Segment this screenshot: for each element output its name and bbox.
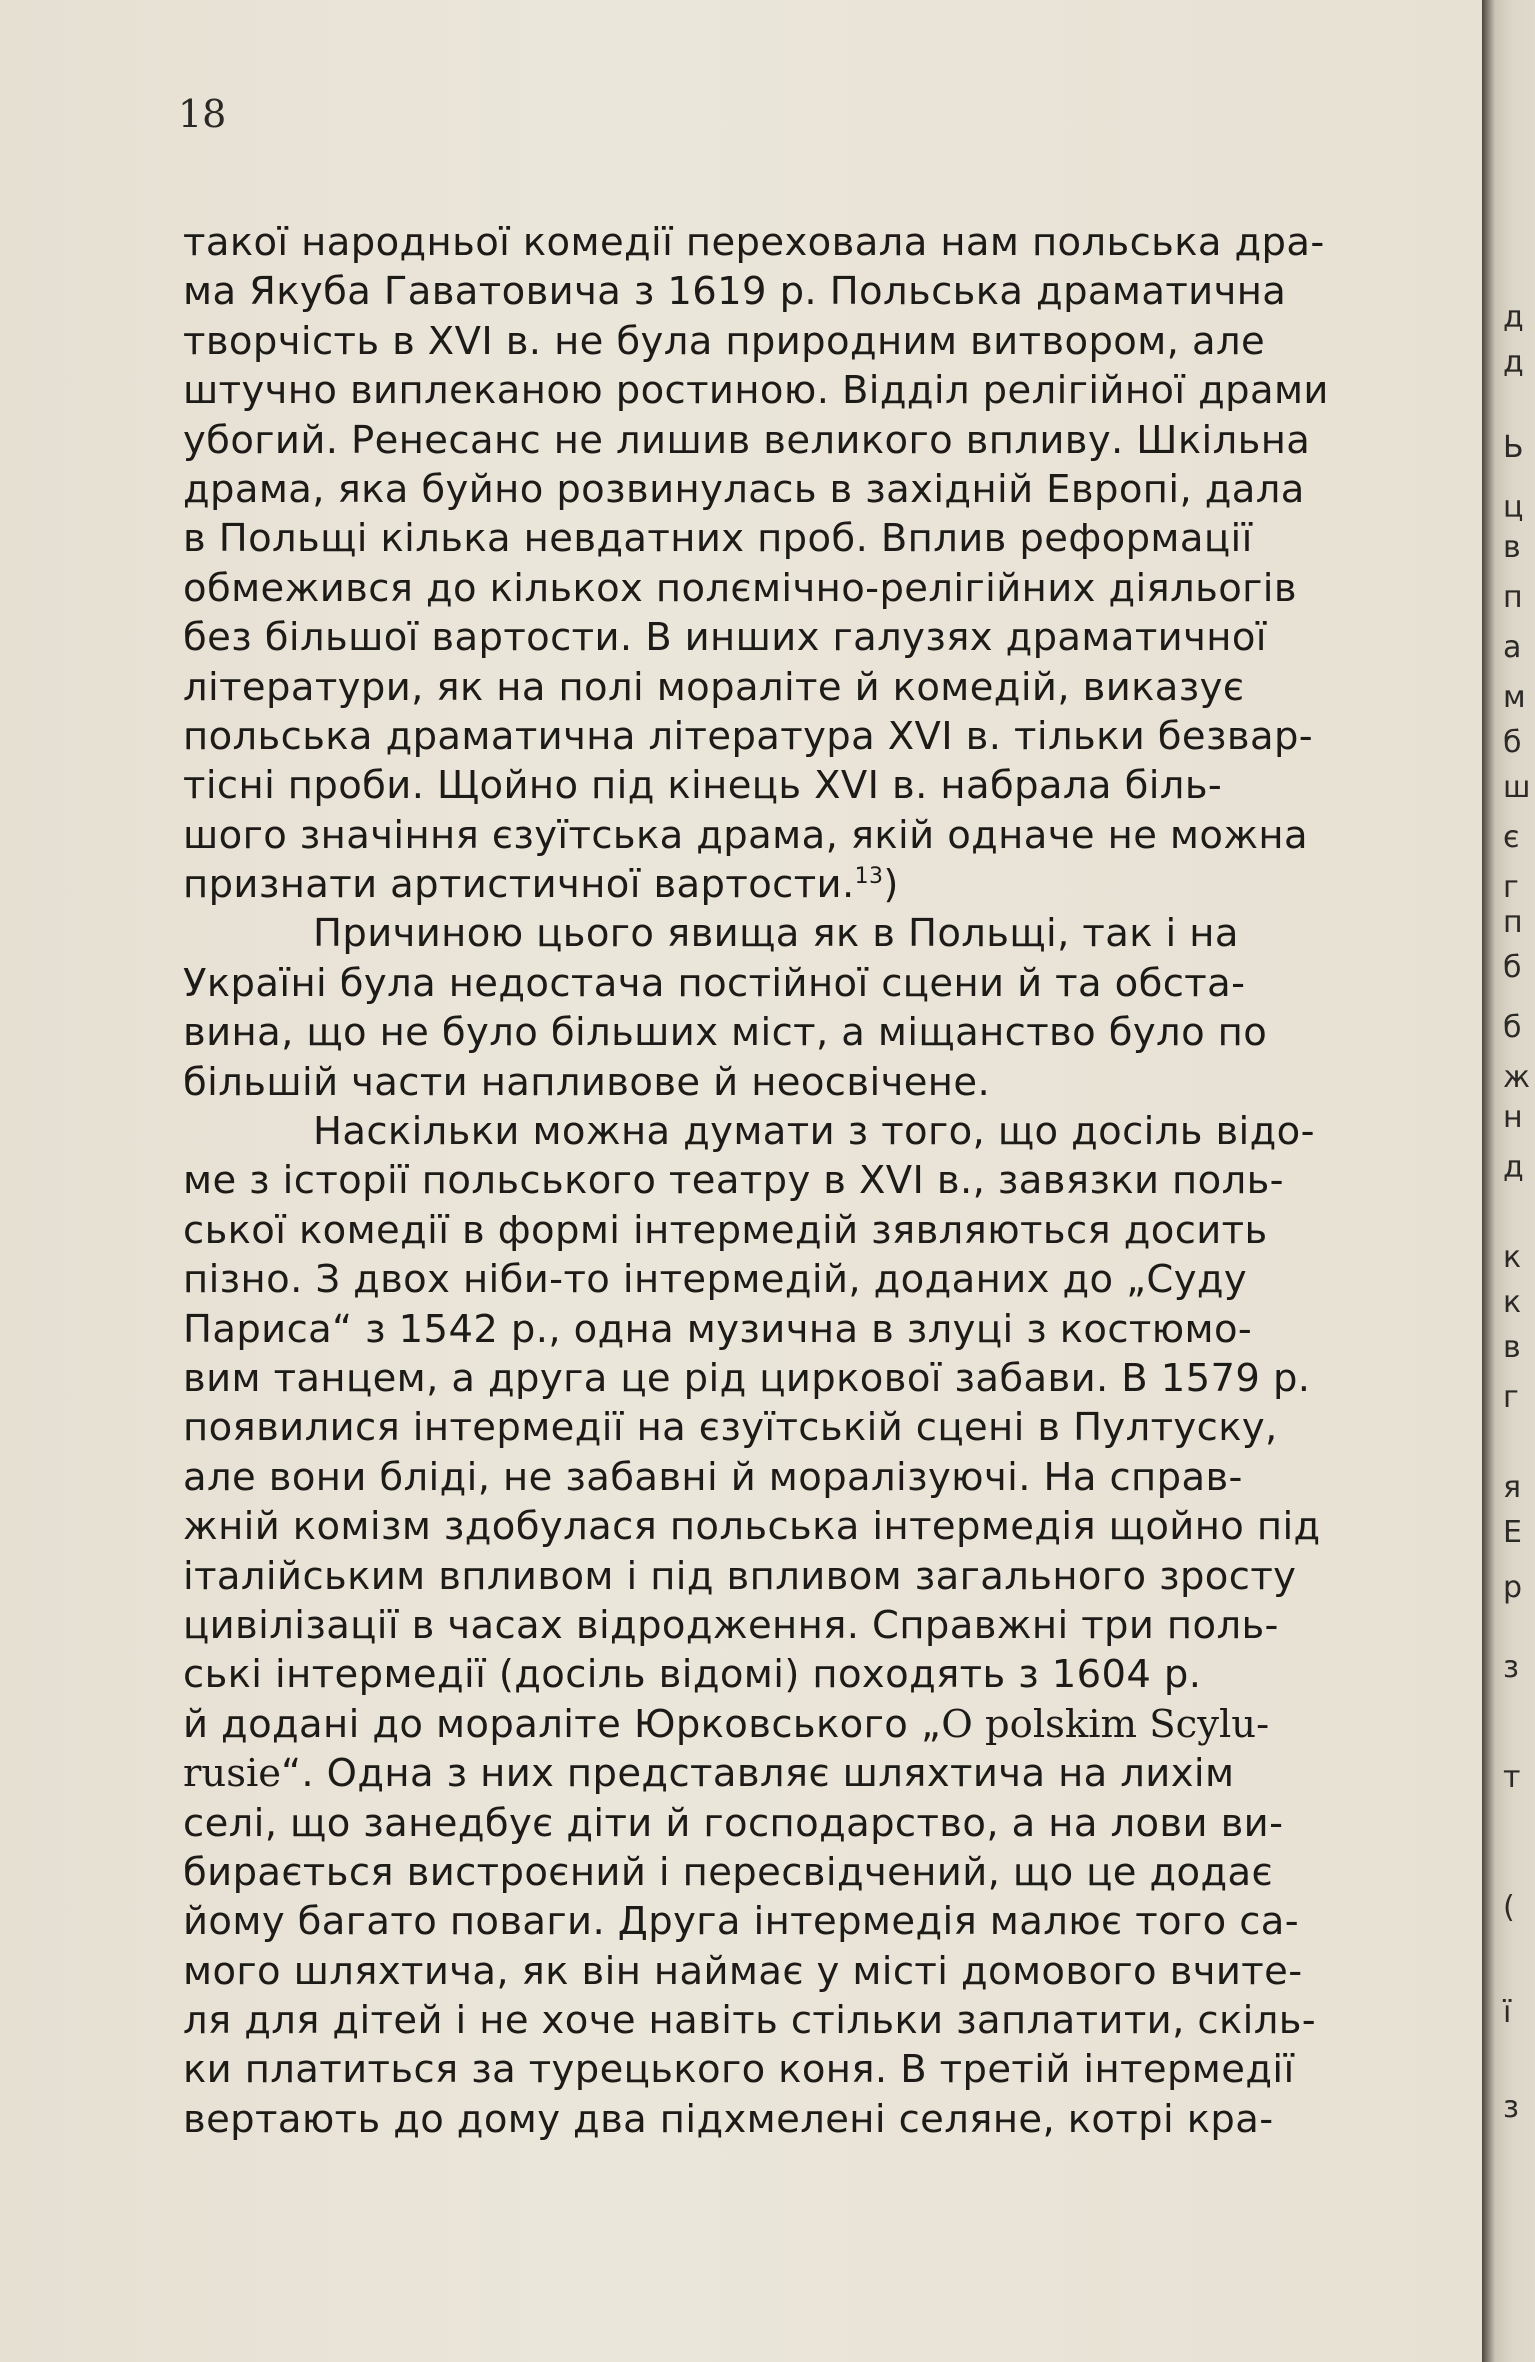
text-line bbox=[183, 218, 1483, 267]
line-text: тісні проби. Щойно під кінець XVI в. набрала біль- bbox=[183, 763, 1223, 809]
text-line bbox=[183, 1502, 1483, 1551]
next-page-letter: г bbox=[1503, 1380, 1519, 1415]
next-page-edge bbox=[1500, 0, 1535, 2362]
line-text: ки платиться за турецького коня. В третій інтермедії bbox=[183, 2047, 1295, 2093]
line-text: ма Якуба Гаватовича з 1619 р. Польська драматична bbox=[183, 269, 1287, 315]
text-line bbox=[183, 1453, 1483, 1502]
text-line bbox=[183, 1947, 1483, 1996]
next-page-letter: з bbox=[1503, 2090, 1519, 2125]
text-line bbox=[183, 959, 1483, 1008]
line-text: бирається вистроєний і пересвідчений, що це додає bbox=[183, 1849, 1274, 1895]
next-page-letter: ш bbox=[1503, 770, 1531, 805]
text-line bbox=[183, 416, 1483, 465]
text-line bbox=[183, 267, 1483, 316]
next-page-letter: я bbox=[1503, 1470, 1522, 1505]
text-line bbox=[183, 1749, 1483, 1798]
next-page-letter: ( bbox=[1503, 1890, 1515, 1925]
line-text: ля для дітей і не хоче навіть стільки заплатити, скіль- bbox=[183, 1998, 1317, 2044]
line-text: творчість в XVI в. не була природним витвором, але bbox=[183, 318, 1266, 364]
next-page-letter: б bbox=[1503, 1010, 1522, 1045]
text-line bbox=[183, 1206, 1483, 1255]
text-line bbox=[183, 909, 1483, 958]
line-text: ської комедії в формі інтермедій зявляються досить bbox=[183, 1207, 1268, 1253]
footnote-marker: 13 bbox=[854, 864, 884, 890]
next-page-letter: п bbox=[1503, 580, 1523, 615]
line-text: Париса“ з 1542 р., одна музична в злуці з костюмо- bbox=[183, 1306, 1253, 1352]
text-line bbox=[183, 2095, 1483, 2144]
text-line bbox=[183, 1156, 1483, 1205]
text-line bbox=[183, 564, 1483, 613]
text-line bbox=[183, 663, 1483, 712]
body-text bbox=[183, 218, 1483, 2144]
line-text: убогий. Ренесанс не лишив великого впливу. Шкільна bbox=[183, 417, 1311, 463]
text-line bbox=[183, 1552, 1483, 1601]
text-line bbox=[183, 1848, 1483, 1897]
line-text: більшій части напливове й неосвічене. bbox=[183, 1059, 991, 1105]
next-page-letter: т bbox=[1503, 1760, 1521, 1795]
text-line bbox=[183, 712, 1483, 761]
line-text: признати артистичної вартости. bbox=[183, 862, 855, 908]
text-line bbox=[183, 761, 1483, 810]
line-text: ські інтермедії (досіль відомі) походять з 1604 р. bbox=[183, 1652, 1202, 1698]
line-text: жній комізм здобулася польська інтермедія щойно під bbox=[183, 1504, 1321, 1550]
line-text: мого шляхтича, як він наймає у місті домового вчите- bbox=[183, 1948, 1303, 1994]
text-line bbox=[183, 465, 1483, 514]
line-text: без більшої вартости. В инших галузях драматичної bbox=[183, 615, 1267, 661]
text-line bbox=[183, 1008, 1483, 1057]
next-page-letter: ї bbox=[1503, 1995, 1512, 2030]
next-page-letter: є bbox=[1503, 820, 1520, 855]
next-page-letter: д bbox=[1503, 1150, 1524, 1185]
text-line bbox=[183, 317, 1483, 366]
line-text: й додані до мораліте Юрковського „ bbox=[183, 1701, 942, 1747]
line-text: польська драматична література XVI в. тільки безвар- bbox=[183, 713, 1314, 759]
next-page-letter: к bbox=[1503, 1240, 1522, 1275]
text-line bbox=[183, 366, 1483, 415]
next-page-letter: д bbox=[1503, 345, 1524, 380]
line-text: обмежився до кількох полємічно-релігійних діяльогів bbox=[183, 565, 1297, 611]
next-page-letter: б bbox=[1503, 725, 1522, 760]
text-line bbox=[183, 613, 1483, 662]
text-line bbox=[183, 1354, 1483, 1403]
text-line bbox=[183, 811, 1483, 860]
next-page-letter: б bbox=[1503, 950, 1522, 985]
page-number: 18 bbox=[178, 92, 227, 136]
text-line bbox=[183, 1255, 1483, 1304]
next-page-letter: з bbox=[1503, 1650, 1519, 1685]
next-page-letter: в bbox=[1503, 1330, 1521, 1365]
line-text: пізно. З двох ніби-то інтермедій, доданих до „Суду bbox=[183, 1257, 1248, 1303]
line-text: такої народньої комедії переховала нам польська дра- bbox=[183, 220, 1325, 265]
line-text: Україні була недостача постійної сцени й та обста- bbox=[183, 960, 1246, 1006]
text-line bbox=[183, 1700, 1483, 1749]
line-text: драма, яка буйно розвинулась в західній Европі, дала bbox=[183, 466, 1305, 512]
next-page-letter: р bbox=[1503, 1570, 1523, 1605]
next-page-letter: н bbox=[1503, 1100, 1523, 1135]
text-line bbox=[183, 1799, 1483, 1848]
next-page-letter: к bbox=[1503, 1285, 1522, 1320]
text-line bbox=[183, 1601, 1483, 1650]
next-page-letter: м bbox=[1503, 680, 1526, 715]
next-page-letter: Ь bbox=[1503, 430, 1524, 465]
line-text: в Польщі кілька невдатних проб. Вплив реформації bbox=[183, 516, 1253, 562]
text-line bbox=[183, 1058, 1483, 1107]
text-line bbox=[183, 514, 1483, 563]
line-text: Причиною цього явища як в Польщі, так і на bbox=[313, 911, 1239, 957]
next-page-letter: д bbox=[1503, 300, 1524, 335]
next-page-letter: в bbox=[1503, 530, 1521, 565]
line-text: йому багато поваги. Друга інтермедія малює того са- bbox=[183, 1899, 1300, 1945]
next-page-letter: а bbox=[1503, 630, 1522, 665]
text-line bbox=[183, 1305, 1483, 1354]
line-text: але вони бліді, не забавні й моралізуючі. На справ- bbox=[183, 1454, 1243, 1500]
text-line bbox=[183, 1403, 1483, 1452]
line-text: цивілізації в часах відродження. Справжні три поль- bbox=[183, 1602, 1279, 1648]
latin-text: O polskim Scylu- bbox=[941, 1701, 1270, 1747]
line-text: шого значіння єзуїтська драма, якій одначе не можна bbox=[183, 812, 1308, 858]
next-page-letter: п bbox=[1503, 905, 1523, 940]
footnote-paren: ) bbox=[883, 862, 899, 908]
line-text: вим танцем, а друга це рід циркової забави. В 1579 р. bbox=[183, 1355, 1311, 1401]
line-text: “. Одна з них представляє шляхтича на лихім bbox=[281, 1751, 1235, 1797]
text-line bbox=[183, 1107, 1483, 1156]
latin-text: rusie bbox=[183, 1751, 282, 1797]
text-line bbox=[183, 2045, 1483, 2094]
text-line bbox=[183, 1996, 1483, 2045]
line-text: штучно виплеканою ростиною. Відділ релігійної драми bbox=[183, 368, 1329, 414]
line-text: літератури, як на полі мораліте й комедій, виказує bbox=[183, 664, 1245, 710]
next-page-letter: ц bbox=[1503, 490, 1524, 525]
text-line bbox=[183, 1650, 1483, 1699]
text-line bbox=[183, 860, 1483, 909]
text-line bbox=[183, 1897, 1483, 1946]
line-text: Наскільки можна думати з того, що досіль відо- bbox=[313, 1109, 1315, 1155]
line-text: вина, що не було більших міст, а міщанство було по bbox=[183, 1010, 1268, 1056]
line-text: ме з історії польського театру в XVI в., завязки поль- bbox=[183, 1158, 1284, 1204]
line-text: селі, що занедбує діти й господарство, а на лови ви- bbox=[183, 1800, 1284, 1846]
line-text: появилися інтермедії на єзуїтській сцені в Пултуску, bbox=[183, 1405, 1278, 1451]
next-page-letter: Е bbox=[1503, 1515, 1522, 1550]
line-text: вертають до дому два підхмелені селяне, котрі кра- bbox=[183, 2096, 1274, 2142]
next-page-letter: ж bbox=[1503, 1060, 1531, 1095]
line-text: італійським впливом і під впливом загального зросту bbox=[183, 1553, 1297, 1599]
next-page-letter: г bbox=[1503, 870, 1519, 905]
